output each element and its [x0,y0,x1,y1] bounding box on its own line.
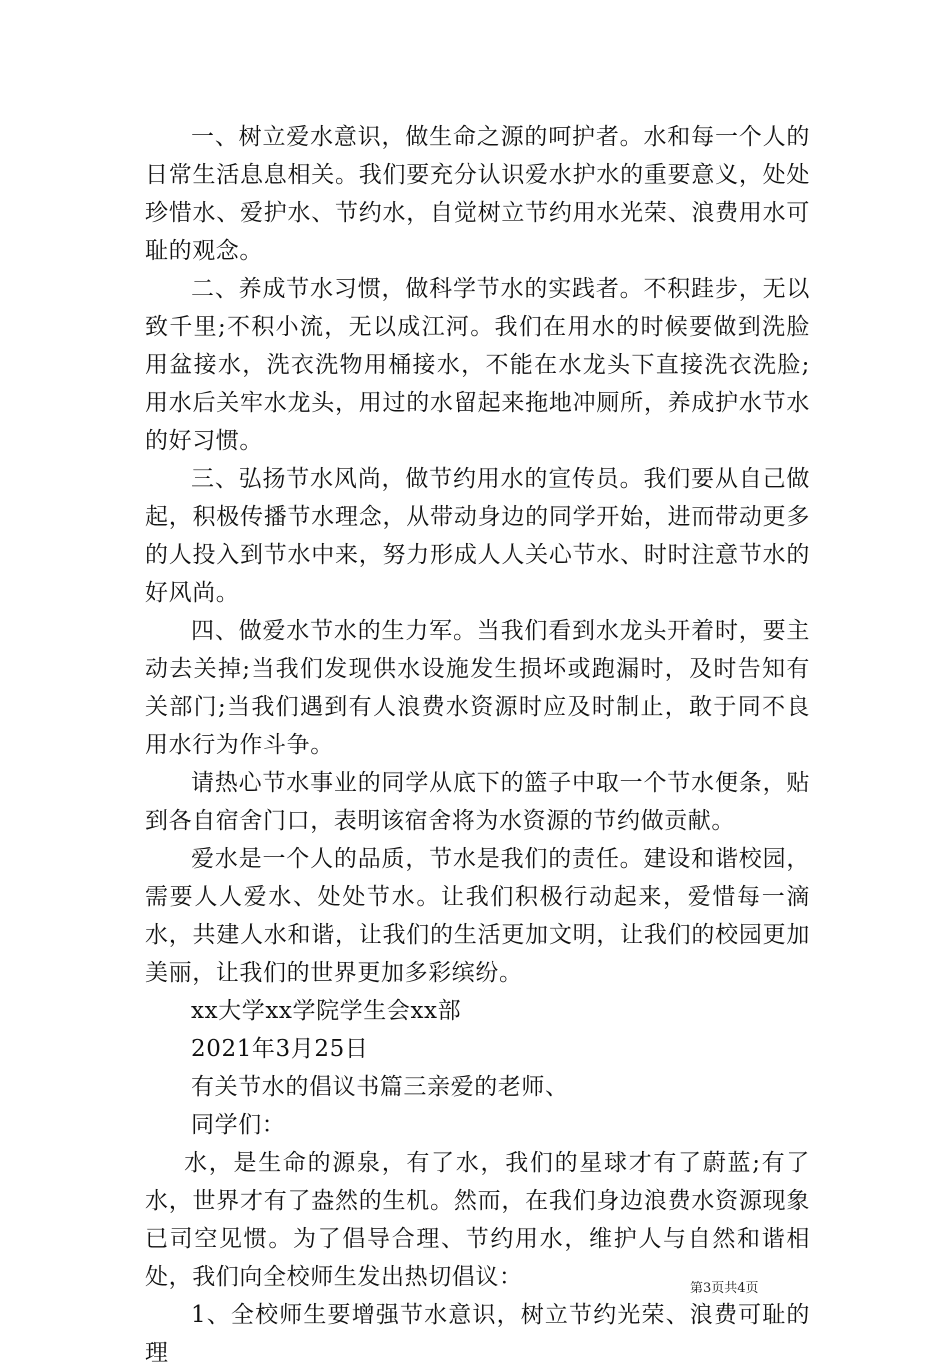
paragraph-4: 四、做爱水节水的生力军。当我们看到水龙头开着时，要主动去关掉;当我们发现供水设施发生损坏或跑漏时，及时告知有关部门;当我们遇到有人浪费水资源时应及时制止，敢于同不良用水行为作斗争。 [145,618,810,758]
paragraph-1: 一、树立爱水意识，做生命之源的呵护者。水和每一个人的日常生活息息相关。我们要充分认识爱水护水的重要意义，处处珍惜水、爱护水、节约水，自觉树立节约用水光荣、浪费用水可耻的观念。 [145,124,810,264]
paragraph-5: 请热心节水事业的同学从底下的篮子中取一个节水便条，贴到各自宿舍门口，表明该宿舍将为水资源的节约做贡献。 [145,770,810,834]
document-body [145,118,810,1372]
page-number: 第3页共4页 [690,1281,759,1296]
paragraph-7: 水，是生命的源泉，有了水，我们的星球才有了蔚蓝;有了水，世界才有了盎然的生机。然而，在我们身边浪费水资源现象已司空见惯。为了倡导合理、节约用水，维护人与自然和谐相处，我们向全校师生发出热切倡议： [145,1150,810,1290]
date: 2021年3月25日 [191,1036,369,1062]
greeting: 同学们： [191,1112,286,1138]
signature: xx大学xx学院学生会xx部 [191,998,462,1024]
paragraph-2: 二、养成节水习惯，做科学节水的实践者。不积跬步，无以致千里;不积小流，无以成江河。我们在用水的时候要做到洗脸用盆接水，洗衣洗物用桶接水，不能在水龙头下直接洗衣洗脸;用水后关牢水龙头，用过的水留起来拖地冲厕所，养成护水节水的好习惯。 [145,276,810,454]
section-title: 有关节水的倡议书篇三亲爱的老师、 [191,1074,569,1100]
paragraph-3: 三、弘扬节水风尚，做节约用水的宣传员。我们要从自己做起，积极传播节水理念，从带动身边的同学开始，进而带动更多的人投入到节水中来，努力形成人人关心节水、时时注意节水的好风尚。 [145,466,810,606]
paragraph-6: 爱水是一个人的品质，节水是我们的责任。建设和谐校园，需要人人爱水、处处节水。让我们积极行动起来，爱惜每一滴水，共建人水和谐，让我们的生活更加文明，让我们的校园更加美丽，让我们的世界更加多彩缤纷。 [145,846,810,986]
paragraph-8: 1、全校师生要增强节水意识，树立节约光荣、浪费可耻的理 [145,1302,810,1366]
